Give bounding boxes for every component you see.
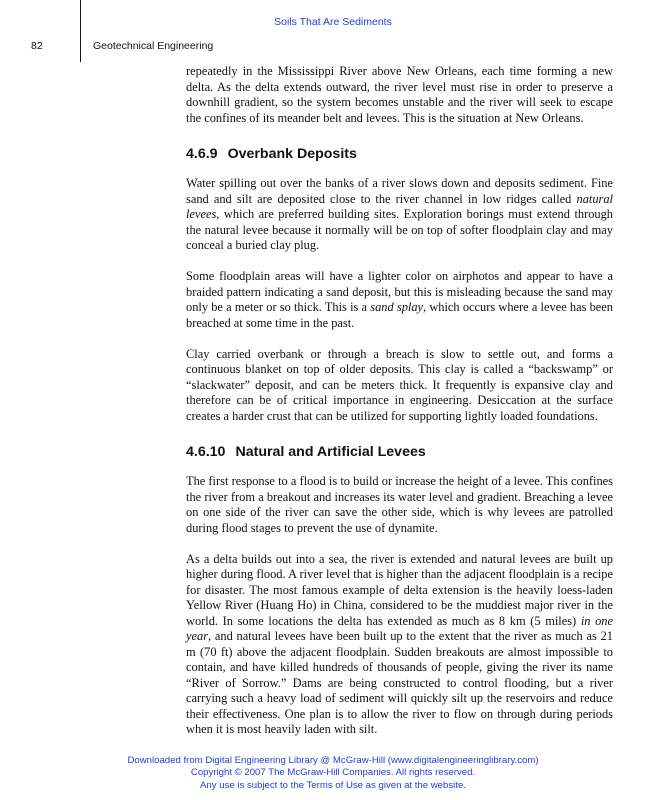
section-number: 4.6.9: [186, 146, 218, 162]
text: , which occurs where a levee has been breached at some time in the past.: [186, 300, 614, 330]
section-number: 4.6.10: [186, 444, 226, 460]
italic-term: in one year: [186, 613, 613, 643]
page-number: 82: [31, 40, 43, 52]
chapter-title-link[interactable]: Soils That Are Sediments: [274, 16, 392, 28]
paragraph: [186, 269, 613, 331]
header-divider: [80, 0, 81, 62]
section-heading-overbank-deposits: [186, 145, 613, 163]
italic-term: natural levees: [186, 191, 613, 221]
page-body: [186, 64, 613, 738]
paragraph: The first response to a flood is to build or increase the height of a levee. This confines the river from a breakout and increases its water level and gradient. Breaching a levee on one side of the river can save the other side, which is why levees are patrolled during flood stages to prevent the use of dynamite.: [186, 474, 613, 535]
paragraph: Clay carried overbank or through a breach is slow to settle out, and forms a continuous blanket on top of older deposits. This clay is called a “backswamp” or “slackwater” deposit, and can be meters thick. It frequently is expansive clay and therefore can be of critical importance in engineering. Desiccation at the surface creates a harder crust that can be utilized for supporting lightly loaded foundations.: [186, 346, 613, 423]
text: , which are preferred building sites. Exploration borings must extend through the natural levee because it normally will be on top of softer floodplain clay and may conceal a buried clay plug.: [186, 207, 613, 252]
text: , and natural levees have been built up to the extent that the river as much as 21 m (70 ft) above the adjacent floodplain. Sudden breakouts are almost impossible to contain, and have killed hundreds of thousands of people, giving the river its name “River of Sorrow.” Dams are being constructed to control flooding, but a river carrying such a heavy load of sediment will quickly silt up the reservoirs and reduce their effectiveness. One plan is to allow the river to flow on through during periods when it is most heavily laden with silt.: [186, 629, 613, 736]
running-head: Geotechnical Engineering: [93, 40, 214, 52]
section-title: Overbank Deposits: [227, 146, 357, 162]
footer-terms-link[interactable]: Any use is subject to the Terms of Use as given at the website.: [200, 779, 466, 791]
paragraph: [186, 552, 613, 738]
footer-notice: [0, 755, 666, 792]
paragraph: [186, 176, 613, 254]
section-title: Natural and Artificial Levees: [235, 444, 426, 460]
footer-download-link[interactable]: Downloaded from Digital Engineering Library @ McGraw-Hill (www.digitalengineeringlibrary.com): [127, 755, 539, 766]
text: Some floodplain areas will have a lighter color on airphotos and appear to have a braided pattern indicating a sand deposit, but this is misleading because the sand may only be a meter or so thick. This is a: [186, 269, 613, 314]
text: As a delta builds out into a sea, the river is extended and natural levees are built up higher during flood. A river level that is higher than the adjacent floodplain is a recipe for disaster. The most famous example of delta extension is the heavily loess-laden Yellow River (Huang Ho) in China, considered to be the muddiest major river in the world. In some locations the delta has extended as much as 8 km (5 miles): [186, 551, 613, 628]
paragraph-continued: repeatedly in the Mississippi River above New Orleans, each time forming a new delta. As the delta extends outward, the river level must rise in order to preserve a downhill gradient, so the system becomes unstable and the river will seek to escape the confines of its meander belt and levees. This is the situation at New Orleans.: [186, 64, 613, 125]
footer-copyright: Copyright © 2007 The McGraw-Hill Companies. All rights reserved.: [190, 767, 476, 779]
section-heading-levees: [186, 443, 613, 461]
italic-term: sand splay: [370, 300, 424, 314]
text: Water spilling out over the banks of a river slows down and deposits sediment. Fine sand and silt are deposited close to the river channel in low ridges called: [186, 176, 613, 206]
